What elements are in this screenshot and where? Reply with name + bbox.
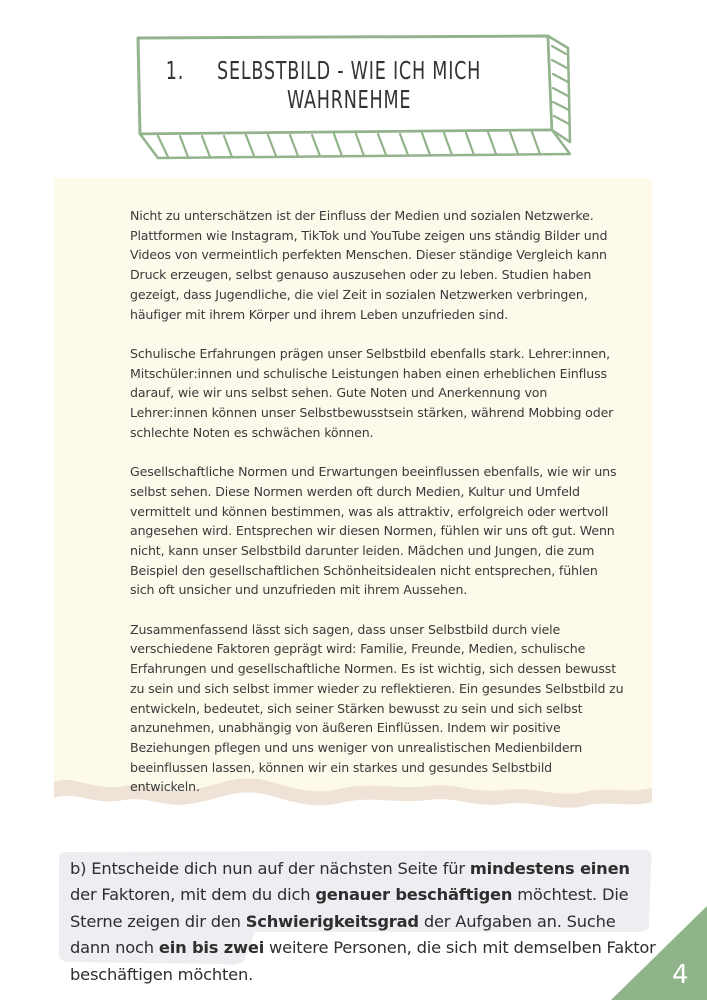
title-label: SELBSTBILD - WIE ICH MICH WAHRNEHME [217, 56, 482, 114]
task-bold-1: mindestens einen [469, 859, 630, 878]
task-bold-2: genauer beschäftigen [315, 885, 513, 905]
task-bold-4: ein bis zwei [158, 938, 265, 958]
task-text-1: b) Entscheide dich nun auf der nächsten Seite für [70, 859, 470, 878]
paragraph-norms: Gesellschaftliche Normen und Erwartungen beeinflussen ebenfalls, wie wir uns selbst sehen. Diese Normen werden oft durch Medien, Kultur und Umfeld vermittelt und können bestimmen, was als attraktiv, erfolgreich oder wertvoll angesehen wird. Entsprechen wir diesen Normen, fühlen wir uns oft gut. Wenn nicht, kann unser Selbstbild darunter leiden. Mädchen und Jungen, die zum Beispiel den gesellschaftlichen Schönheitsidealen nicht entsprechen, fühlen sich oft unsicher und unzufrieden mit ihrem Aussehen. [130, 464, 617, 598]
page-number: 4 [672, 960, 689, 990]
task-text-3: möchtest. Die Sterne zeigen dir den [70, 885, 629, 931]
task-text-2: der Faktoren, mit dem du dich [70, 885, 316, 905]
title-number: 1. [165, 56, 185, 85]
page-title [158, 56, 525, 114]
task-text-5: weitere Personen, die sich mit demselben Faktor beschäftigen möchten. [70, 938, 656, 984]
paragraph-school: Schulische Erfahrungen prägen unser Selbstbild ebenfalls stark. Lehrer:innen, Mitschüler:innen und schulische Leistungen haben einen erheblichen Einfluss darauf, wie wir uns selbst sehen. Gute Noten und Anerkennung von Lehrer:innen können unser Selbstbewusstsein stärken, während Mobbing oder schlechte Noten es schwächen können. [130, 345, 614, 440]
task-instructions [70, 856, 660, 988]
task-bold-3: Schwierigkeitsgrad [245, 911, 419, 931]
title-box [128, 30, 578, 165]
paragraph-summary: Zusammenfassend lässt sich sagen, dass unser Selbstbild durch viele verschiedene Faktoren geprägt wird: Familie, Freunde, Medien, schulische Erfahrungen und gesellschaftliche Normen. Es ist wichtig, sich dessen bewusst zu sein und sich selbst immer wieder zu reflektieren. Ein gesundes Selbstbild zu entwickeln, bedeutet, sich seiner Stärken bewusst zu sein und sich selbst anzunehmen, unabhängig von äußeren Einflüssen. Indem wir positive Beziehungen pflegen und uns weniger von unrealistischen Medienbildern beeinflussen lassen, können wir ein starkes und gesundes Selbstbild entwickeln. [130, 621, 624, 795]
paragraph-media: Nicht zu unterschätzen ist der Einfluss der Medien und sozialen Netzwerke. Plattformen wie Instagram, TikTok und YouTube zeigen uns ständig Bilder und Videos von vermeintlich perfekten Menschen. Dieser ständige Vergleich kann Druck erzeugen, selbst genauso auszusehen oder zu leben. Studien haben gezeigt, dass Jugendliche, die viel Zeit in sozialen Netzwerken verbringen, häufiger mit ihrem Körper und ihrem Leben unzufrieden sind. [130, 208, 608, 322]
task-text-4: der Aufgaben an. Suche dann noch [70, 911, 616, 958]
body-text [130, 206, 625, 817]
